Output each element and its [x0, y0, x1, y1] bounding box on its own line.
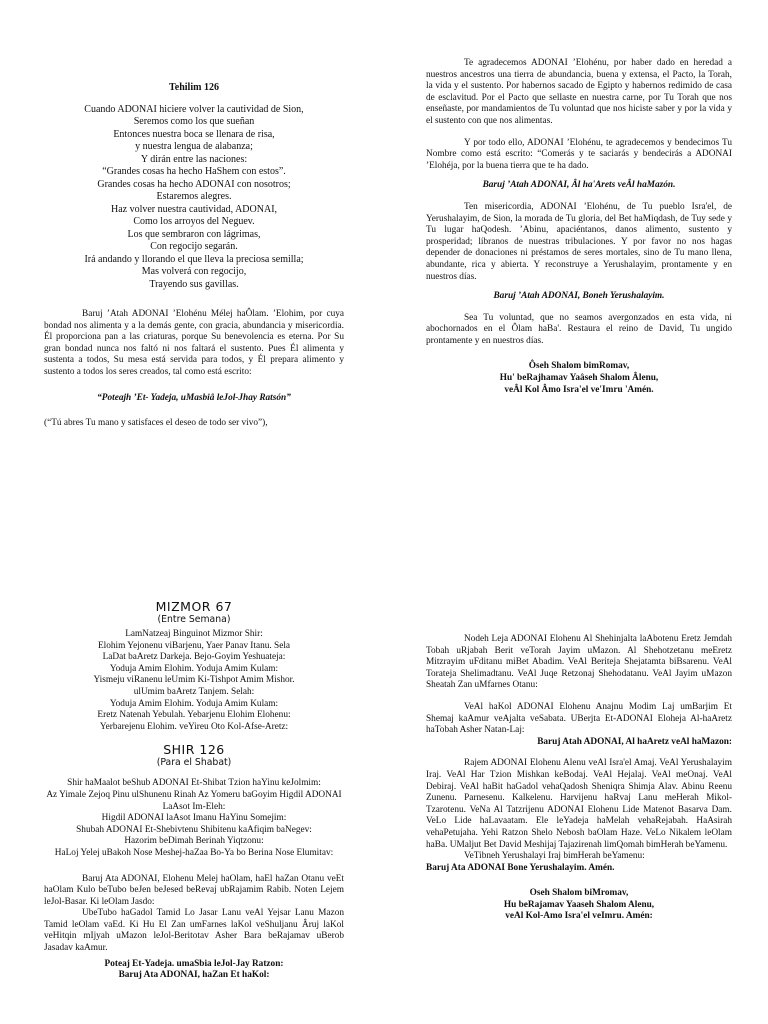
mizmor-line: Yoduja Amim Elohim. Yoduja Amim Kulam:: [109, 698, 279, 709]
mizmor-line: LaDat baAretz Darkeja. Bejo-Goyim Yeshuateja:: [102, 652, 286, 663]
mizmor-title: MIZMOR 67: [155, 599, 233, 614]
shir-line: Shir haMaalot beShub ADONAI Et-Shibat Tzion haYinu keJolmim:: [67, 778, 321, 789]
blessing-line: Baruj Ata ADONAI, haZan Et haKol:: [118, 970, 270, 981]
birkat-transliteration-section: [426, 634, 732, 923]
mizmor-lines: [44, 629, 344, 733]
tehilim-section: [44, 82, 344, 430]
translation-line: (“Tú abres Tu mano y satisfaces el deseo de todo ser vivo”),: [44, 418, 268, 429]
mizmor-line: Yoduja Amim Elohim. Yoduja Amim Kulam:: [109, 663, 279, 674]
mizmor-line: LamNatzeaj Binguinot Mizmor Shir:: [125, 629, 263, 639]
verse-line: “Grandes cosas ha hecho HaShem con estos”.: [102, 166, 286, 178]
shir-subtitle: (Para el Shabat): [156, 757, 232, 769]
mizmor-line: Yerbarejenu Elohim. veYireu Oto Kol-Afse-Aretz:: [99, 721, 289, 732]
paragraph: Ten misericordia, ADONAI ʼElohénu, de Tu pueblo Isra'el, de Yerushalayim, de Sion, la morada de Tu gloria, del Bet haMiqdash, de Tuy sede y Tu lugar haQodesh. ʼAbinu, apaciéntanos, danos alimento, sustento y prosperidad; líbranos de nuestras tribulaciones. Y por favor no nos hagas depender de donaciones ni préstamos de seres mortales, sino de Tu mano llena, abundante, rica y abierta. Y reconstruye a Yerushalayim, prontamente y en nuestros días.: [426, 201, 732, 282]
verse-line: Irá andando y llorando el que lleva la preciosa semilla;: [84, 253, 304, 265]
oseh-line: Hu' beRajhamav Yaâseh Shalom Âlenu,: [499, 373, 659, 384]
tehilim-verses: [44, 104, 344, 292]
paragraph: Rajem ADONAI Elohenu Alenu veAl Isra'el Amaj. VeAl Yerushalayim Iraj. VeAl Har Tzion Mishkan keBodaj. VeAl Hejalaj. VeAl meOnaj. VeAl Debiraj. VeAl haBit haGadol vehaQadosh Sheniqra Shimja Alav. Abinu Reenu Zunenu. Parnesenu. Kalkelenu. Harvijenu haRvaj Lanu meHerah Mikol-Tzarotenu. VeNa Al Tatzrijenu ADONAI Elohenu Lide Matenot Basarva Dam. VeLo Lide haLavaatam. Ele leYadeja haMelah vehaRejabah. HaAsirah vehaPetujaha. Yehi Ratzon Shelo Nebosh baOlam Haze. VeLo Nikalem leOlam haBa. UMaljut Bet David Meshijaj Tajazirenah limQomah bimHerah beYamenu.: [426, 758, 732, 850]
paragraph: VeAl haKol ADONAI Elohenu Anajnu Modim Laj umBarjim Et Shemaj kaAmur veAjalta veSabata. UBerjta Et-ADONAI Eloheja Al-haAretz haTobah Asher Natan-Laj:: [426, 701, 732, 736]
blessing-line: Baruj ʼAtah ADONAI, Âl ha'Arets veÂl haMazón.: [482, 180, 676, 191]
blessing-line: Baruj Atah ADONAI, Al haAretz veAl haMazon:: [537, 736, 732, 747]
shir-line: Shubah ADONAI Et-Shebivtenu Shibitenu kaAfiqim baNegev:: [76, 824, 312, 835]
tehilim-title: Tehilim 126: [169, 82, 219, 93]
verse-line: Trayendo sus gavillas.: [149, 278, 239, 290]
blessing-line: Baruj ʼAtah ADONAI, Boneh Yerushalayim.: [493, 291, 665, 302]
paragraph: Y por todo ello, ADONAI ʼElohénu, te agradecemos y bendecimos Tu Nombre como está escrito: “Comerás y te saciarás y bendecirás a ADONAI ʼElohéja, por la buena tierra que te ha dado.: [426, 137, 732, 171]
verse-line: Haz volver nuestra cautividad, ADONAI,: [110, 203, 278, 215]
oseh-shalom: [426, 888, 732, 923]
shir-title: SHIR 126: [163, 742, 225, 758]
paragraph: Sea Tu voluntad, que no seamos avergonzados en esta vida, ni abochornados en el Ôlam haBa'. Restaura el reino de David, Tu ungido prontamente y en nuestros días.: [426, 312, 732, 346]
shir-line: Hazorim beDimah Berinah Yiqtzonu:: [124, 836, 264, 847]
verse-line: Cuando ADONAI hiciere volver la cautividad de Sion,: [84, 103, 304, 115]
paragraph: Nodeh Leja ADONAI Elohenu Al Shehinjalta laAbotenu Eretz Jemdah Tobah uRjabah Berit veTorah Jayim uMazon. Al Shehotzetanu meEretz Mitzrayim uFditanu miBet Abadim. VeAl Beriteja Shejatamta biBsarenu. VeAl Torateja Shelimadtanu. VeAl Juqe Retzonaj Shehodatanu. VeAl Jayim uMazon Sheatah Zan uMfarnes Otanu:: [426, 634, 732, 691]
shir-line: Higdil ADONAI laAsot Imanu HaYinu Somejim:: [101, 813, 287, 824]
blessing-line: Baruj Ata ADONAI Bone Yerushalayim. Amén.: [426, 862, 615, 873]
verse-line: Y dirán entre las naciones:: [140, 153, 248, 165]
oseh-line: Oseh Shalom biMromav,: [529, 888, 629, 899]
paragraph: Baruj Ata ADONAI, Elohenu Melej haOlam, haEl haZan Otanu veEt haOlam Kulo beTubo beJen beJesed beRevaj ubRajamim Rabib. Noten Lejem leJol-Basar. Ki leOlam Jasdo:: [44, 873, 344, 907]
mizmor-subtitle: (Entre Semana): [157, 614, 231, 625]
mizmor-line: Yismeju viRanenu leUmim Ki-Tishpot Amim Mishor.: [93, 675, 295, 686]
mizmor-line: ulUmim baAretz Tanjem. Selah:: [133, 686, 255, 697]
paragraph: VeTibneh Yerushalayi Iraj bimHerah beYamenu:: [464, 851, 645, 862]
shir-lines: [44, 778, 344, 859]
birkat-spanish-section: [426, 58, 732, 396]
verse-line: Con regocijo segarán.: [150, 241, 238, 253]
verse-line: Como los arroyos del Neguev.: [133, 216, 255, 228]
mizmor-shir-section: [44, 600, 344, 982]
oseh-line: veAl Kol-Amo Isra'el veImru. Amén:: [505, 911, 653, 922]
mizmor-line: Elohim Yejonenu viBarjenu, Yaer Panav Itanu. Sela: [97, 640, 291, 651]
verse-line: Seremos como los que sueñan: [133, 116, 255, 128]
shir-line: Az Yimale Zejoq Pinu ulShunenu Rinah Az Yomeru baGoyim Higdil ADONAI LaAsot Im-Eleh:: [46, 789, 342, 812]
verse-line: Estaremos alegres.: [156, 191, 232, 203]
paragraph: UbeTubo haGadol Tamid Lo Jasar Lanu veAl Yejsar Lanu Mazon Tamid leOlam vaEd. Ki Hu El Zan umFarnes laKol veShuljanu Âruj laKol veHitqin mIjyah uMazon leJol-Beritotav Asher Bara beRajamav uBerob Jasadav kaAmur.: [44, 908, 344, 954]
oseh-line: Hu beRajamav Yaaseh Shalom Alenu,: [503, 899, 655, 910]
quote-line: Poteaj Et-Yadeja. umaSbia leJol-Jay Ratzon:: [104, 958, 284, 969]
verse-line: Grandes cosas ha hecho ADONAI con nosotros;: [97, 178, 291, 190]
paragraph: Te agradecemos ADONAI ʼElohénu, por haber dado en heredad a nuestros ancestros una tierra de abundancia, buena y extensa, el Pacto, la Torah, la vida y el sustento. Por habernos sacado de Egipto y habernos redimido de casa de esclavitud. Por el Pacto que sellaste en nuestra carne, por Tu Torah que nos enseñaste, por mandamientos de Tu voluntad que nos hiciste saber y por la vida y el sustento con que nos alimentas.: [426, 58, 732, 126]
verse-line: Mas volverá con regocijo,: [141, 266, 247, 278]
quote-line: “Poteajh ʼEt- Yadeja, uMasbiâ leJol-Jhay Ratsón”: [97, 392, 291, 403]
oseh-line: veÂl Kol Âmo Isra'el ve'Imru 'Amén.: [504, 384, 654, 395]
oseh-line: Ôseh Shalom bimRomav,: [528, 361, 630, 372]
oseh-shalom: [426, 361, 732, 396]
blessing-paragraph: Baruj ʼAtah ADONAI ʼElohénu Mélej haÔlam. ʼElohim, por cuya bondad nos alimenta y a la demás gente, con gracia, abundancia y misericordia. Él proporciona pan a las criaturas, porque Su benevolencia es eterna. Por Su gran bondad nunca nos faltó ni nos faltará el sustento. Pues Él alimenta y sustenta a todos, Su mesa está servida para todos, y Él prepara alimento y sustento a todos los seres creados, tal como está escrito:: [44, 309, 344, 378]
verse-line: Entonces nuestra boca se llenara de risa,: [113, 128, 275, 140]
shir-line: HaLoj Yelej uBakoh Nose Meshej-haZaa Bo-Ya bo Berina Nose Elumitav:: [54, 847, 334, 858]
verse-line: Los que sembraron con lágrimas,: [127, 228, 261, 240]
mizmor-line: Eretz Natenah Yebulah. Yebarjenu Elohim Elohenu:: [97, 710, 291, 721]
verse-line: y nuestra lengua de alabanza;: [135, 141, 253, 153]
